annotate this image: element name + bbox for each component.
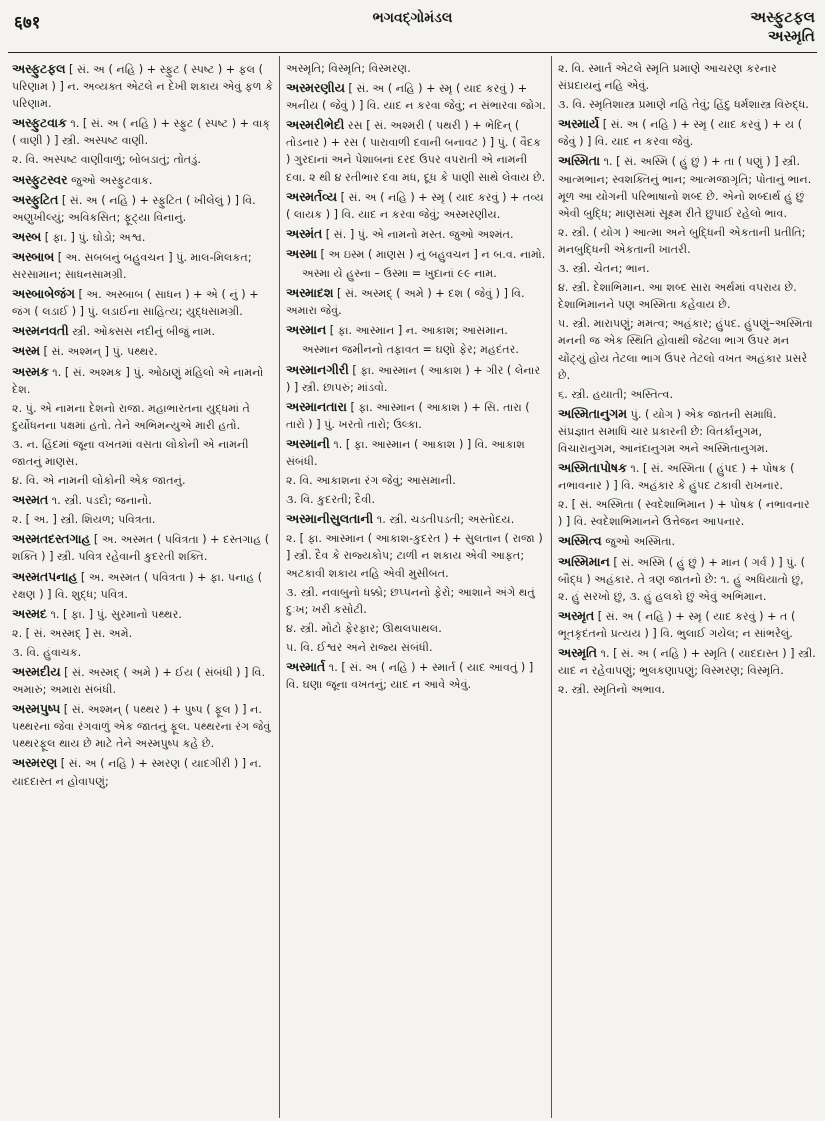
dictionary-entry [286, 116, 546, 185]
headword: અસ્બાબ [12, 248, 55, 264]
definition: ૧. [ સં. અશ્મક ] પું. ઓઠાણું મંહિલો એ નામનો દેશ. [12, 365, 264, 396]
dictionary-entry [286, 284, 546, 319]
sense-definition: અસ્મૃતિ; વિસ્મૃતિ; વિસ્મરણ. [286, 62, 411, 75]
sense-definition: ૩. વિ. સ્મૃતિશાસ્ત્ર પ્રમાણે નહિ તેવું; હિંદુ ધર્મશાસ્ત્ર વિરુદ્ધ. [558, 98, 809, 112]
dictionary-entry [12, 322, 274, 340]
dictionary-entry [286, 321, 546, 339]
sense-definition: ૫. વિ. ઈશ્વર અને રાજ્ય સંબંધી. [286, 640, 433, 654]
sense-definition: ૬. સ્ત્રી. હયાતી; અસ્તિત્વ. [558, 387, 673, 401]
headword: અસ્મર્તવ્ય [286, 188, 338, 204]
definition: [ અ. અસ્મત ( પવિત્રતા ) + ફા. પનાહ ( રક્ષણ ) ] વિ. શુદ્ધ; પવિત્ર. [12, 570, 263, 601]
dictionary-entry [12, 191, 274, 226]
definition: [ સં. અ ( નહિ ) + સ્ફુટિત ( ખીલેલું ) ] વિ. અણુખીલ્યું; અવિકસિત; ફૂટ્યા વિનાનું. [12, 193, 256, 224]
definition: [ સં. અશ્મન્ ( પથ્થર ) + પુષ્પ ( ફૂલ ) ] ન. પથ્થરના જેવા રંગવાળું એક જાતનું ફૂલ. પથ્થરના રંગ જેવું પથ્થરફૂલ થાય છે માટે તેને અસ્મપુષ્પ કહે છે. [12, 703, 271, 751]
guide-word-first: અસ્ફુટફલ [750, 8, 815, 26]
page-number: ६७१ [14, 13, 41, 33]
headword: અસ્મિતા [558, 153, 601, 169]
dictionary-entry [558, 532, 816, 550]
headword: અસ્મત [12, 492, 49, 508]
dictionary-entry [286, 245, 546, 263]
definition: [ સં. ] પું. એ નામનો મસ્ત. જુઓ અશ્મંત. [322, 227, 514, 241]
headword: અસ્બાબેજંગ [12, 286, 75, 302]
headword: અસ્મદીય [12, 664, 61, 679]
dictionary-entry [286, 225, 546, 243]
sense-definition: ૨. [ ફા. આસ્માન ( આકાશ-કુદરત ) + સુલતાન ( રાજા ) ] સ્ત્રી. દૈવ કે રાજ્યકોપ; ટાળી ન શકાય એવી આફત; અટકાવી શકાય નહિ એવી મુસીબત. [286, 532, 543, 580]
dictionary-entry [286, 361, 546, 396]
headword: અસ્મૃતિ [558, 645, 597, 660]
dictionary-entry [558, 644, 816, 679]
headword: અસ્ફુટસ્વર [12, 171, 68, 187]
headword: અસ્મરણ [12, 755, 58, 771]
definition: જુઓ અસ્મિતા. [601, 535, 676, 549]
headword: અસ્મદ [12, 605, 47, 621]
dictionary-entry [12, 754, 274, 789]
dictionary-entry [12, 342, 274, 360]
dictionary-entry [286, 79, 546, 114]
headword: અસ્બ [12, 228, 42, 244]
definition: ૧. [ સં. અ ( નહિ ) + સ્માર્ત ( યાદ આવતું ) ] વિ. ઘણા જૂના વખતનું; યાદ ન આવે એવું. [286, 661, 534, 692]
headword: અસ્મક [12, 363, 49, 379]
dictionary-entry [12, 285, 274, 320]
dictionary-entry [12, 228, 274, 246]
definition: ૧. [ ફા. આસ્માન ( આકાશ ) ] વિ. આકાશ સંબંધી. [286, 437, 525, 468]
dictionary-entry [12, 248, 274, 283]
definition: [ અ. અસ્બાબ ( સાધન ) + એ ( નું ) + જંગ ( લડાઈ ) ] પું. લડાઈના સાહિત્ય; યુદ્ધસામગ્રી. [12, 288, 259, 319]
dictionary-entry [558, 459, 816, 494]
sense-definition: ૨. વિ. સ્માર્ત એટલે સ્મૃતિ પ્રમાણે આચરણ કરનાર સંપ્રદાયનું નહિ એવું. [558, 62, 777, 93]
headword: અસ્માર્ય [558, 116, 600, 132]
definition: ૧. [ ફા. ] પું. સુરમાનો પથ્થર. [46, 607, 182, 621]
headword: અસ્મંત [286, 225, 323, 241]
guide-words [750, 8, 815, 46]
dictionary-entry [558, 152, 816, 221]
definition: [ સં. અસ્મદ્ ( અમે ) + દશ ( જેવું ) ] વિ. અમારા જેવું. [286, 287, 525, 318]
headword: અસ્માન [286, 322, 327, 338]
headword: અસ્મરીભેદી [286, 117, 345, 133]
dictionary-entry [12, 363, 274, 398]
dictionary-entry [12, 114, 274, 149]
headword: અસ્મા [286, 245, 317, 261]
dictionary-entry [286, 188, 546, 223]
definition: [ સં. અ ( નહિ ) + સ્મૃ ( યાદ કરવું ) + ય ( જેવું ) ] વિ. યાદ ન કરવા જેવું. [558, 118, 803, 149]
sense-definition: ૩. સ્ત્રી. નવાબુનો ધક્કો; છપ્પનનો ફેરો; આશાને અંગે થતું દુઃખ; ખરી કસોટી. [286, 585, 535, 616]
sense-definition: ૩. ન. હિંદમાં જૂના વખતમાં વસતા લોકોની એ નામની જાતનું માણસ. [12, 437, 249, 468]
definition: [ ફા. આસ્માન ] ન. આકાશ; આસમાન. [326, 324, 508, 338]
definition: ૧. સ્ત્રી. પડદો; જનાનો. [48, 494, 152, 508]
definition: [ ફા. આસ્માન ( આકાશ ) + ગીર ( લેનાર ) ] સ્ત્રી. છાપરું; માંડવો. [286, 363, 541, 394]
dictionary-entry [286, 510, 546, 528]
headword: અસ્મતપનાહ [12, 568, 78, 584]
headword: અસ્મિમાન [558, 553, 610, 569]
dictionary-entry [12, 491, 274, 509]
dictionary-entry [12, 60, 274, 112]
dictionary-entry [286, 398, 546, 433]
definition: [ સં. અ ( નહિ ) + સ્મૃ ( યાદ કરવું ) + તવ્ય ( લાયક ) ] વિ. યાદ ન કરવા જેવું; અસ્મરણીય. [286, 190, 544, 221]
headword: અસ્મૃત [558, 607, 595, 623]
headword: અસ્ફુટફલ [12, 61, 66, 76]
sense-definition: ૪. વિ. એ નામની લોકોની એક જાતનું. [12, 474, 186, 488]
page-title: ભગવદ્ગોમંડલ [372, 10, 453, 26]
headword: અસ્માર્ત [286, 659, 326, 674]
dictionary-entry [12, 530, 274, 565]
sense-definition: ૩. સ્ત્રી. ચેતન; ભાન. [558, 262, 650, 276]
definition: [ સં. અસ્મિ ( હું છું ) + માન ( ગર્વ ) ] પું. ( બૌદ્ધ ) અહંકાર. તે ત્રણ જાતનો છે: ૧. હું અધિયાતો છું, ૨. હું સરખો છું, ૩. હું હલકો છું એવું અભિમાન. [558, 555, 805, 603]
sense-definition: ૨. વિ. આકાશના રંગ જેવું; આસમાની. [286, 474, 456, 488]
definition: [ અ. સબબનું બહુવચન ] પું. માલ-મિલકત; સરસામાન; સાધનસામગ્રી. [12, 250, 252, 282]
sense-definition: ૨. સ્ત્રી. ( યોગ ) આત્મા અને બુદ્ધિની એકતાની પ્રતીતિ; મનબુદ્ધિની એકતાની ખાતરી. [558, 225, 806, 256]
dictionary-entry [286, 435, 546, 470]
sense-definition: ૨. પું. એ નામના દેશનો રાજા. મહાભારતના યુદ્ધમાં તે દુર્યોધનના પક્ષમાં હતો. તેને અભિમન્યુએ મારી હતો. [12, 401, 250, 432]
column-divider [551, 56, 552, 1118]
sense-definition: ૨. [ સં. અસ્મદ્ ] સ. અમે. [12, 626, 133, 640]
header-divider [8, 52, 817, 53]
dictionary-entry [12, 568, 274, 603]
dictionary-entry [558, 405, 816, 457]
definition: [ ફા. આસ્માન ( આકાશ ) + સિ. તારા ( તારો ) ] પું. ખરતો તારો; ઉલ્કા. [286, 400, 530, 431]
sense-definition: ૩. વિ. કુદરતી; દૈવી. [286, 493, 376, 507]
column-middle [286, 60, 546, 1118]
dictionary-entry [12, 171, 274, 189]
definition: પું. ( યોગ ) એક જાતની સમાધિ. સંપ્રજ્ઞાત સમાધિ ચાર પ્રકારની છે: વિતર્કાનુગમ, વિચારાનુગમ, આનંદાનુગમ અને અસ્મિતાનુગમ. [558, 407, 777, 455]
sense-definition: ૪. સ્ત્રી. દેશાભિમાન. આ શબ્દ સારા અર્થમાં વપરાય છે. દેશાભિમાનને પણ અસ્મિતા કહેવાય છે. [558, 281, 797, 312]
page-header [0, 0, 825, 60]
column-divider [279, 56, 280, 1118]
sense-definition: ૨. સ્ત્રી. સ્મૃતિનો અભાવ. [558, 683, 666, 697]
headword: અસ્માદશ [286, 285, 334, 301]
usage-example: અસ્મા યે હુસ્ના – ઉસ્મા = ખુદાનાં ૯૯ નામ. [302, 267, 497, 281]
column-left [12, 60, 274, 1118]
dictionary-entry [12, 605, 274, 623]
headword: અસ્મતદસ્તગાહ [12, 531, 91, 547]
definition: જુઓ અસ્ફુટવાક. [67, 173, 153, 187]
headword: અસ્મનવતી [12, 323, 69, 339]
sense-definition: ૨. વિ. અસ્પષ્ટ વાણીવાળું; બોબડાતું; તોતડું. [12, 153, 201, 167]
definition: [ ફા. ] પું. ઘોડો; અશ્વ. [41, 230, 146, 244]
definition: [ સં. અ ( નહિ ) + સ્મૃ ( યાદ કરવું ) + ત ( ભૂતકૃદંતનો પ્રત્યય ) ] વિ. ભુલાઈ ગયેલ; ન સાંભરેલું. [558, 609, 796, 640]
definition: ૧. [ સં. અસ્મિ ( હું છું ) + તા ( પણું ) ] સ્ત્રી. આત્મભાન; સ્વશક્તિનું ભાન; આત્મજાગૃતિ; પોતાનું ભાન. મૂળ આ યોગની પરિભાષાનો શબ્દ છે. એનો શબ્દાર્થ હું છું એવી બુદ્ધિ; માણસમાં સૂક્ષ્મ રીતે છુપાઈ રહેલો ભાવ. [558, 155, 812, 220]
dictionary-entry [558, 115, 816, 150]
headword: અસ્મિતાનુગમ [558, 405, 628, 421]
dictionary-entry [12, 663, 274, 698]
headword: અસ્માની [286, 435, 330, 451]
definition: સ્ત્રી. ઓક્સસ નદીનું બીજું નામ. [68, 325, 216, 339]
dictionary-entry [558, 607, 816, 642]
definition: [ અ ઇસ્મ ( માણસ ) નું બહુવચન ] ન બ.વ. નામો. [317, 247, 546, 261]
headword: અસ્મ [12, 343, 40, 359]
headword: અસ્ફુટવાક [12, 115, 67, 131]
definition: [ સં. અ ( નહિ ) + સ્મરણ ( યાદગીરી ) ] ન. યાદદાસ્ત ન હોવાપણું; [12, 757, 262, 788]
headword: અસ્મિતાપોષક [558, 460, 627, 476]
definition: [ સં. અ ( નહિ ) + સ્મૃ ( યાદ કરવું ) + અનીય ( જેવું ) ] વિ. યાદ ન કરવા જેવું; ન સંભારવા જોગ. [286, 82, 546, 113]
dictionary-entry [12, 700, 274, 752]
dictionary-entry [558, 553, 816, 605]
definition: ૧. [ સં. અ ( નહિ ) + સ્મૃતિ ( યાદદાસ્ત ) ] સ્ત્રી. યાદ ન રહેવાપણું; ભુલકણાપણું; વિસ્મરણ; વિસ્મૃતિ. [558, 647, 816, 678]
definition: [ સં. અસ્મદ્ ( અમે ) + ઈય ( સંબંધી ) ] વિ. અમારું; અમારા સંબંધી. [12, 666, 265, 697]
definition: [ સં. અ ( નહિ ) + સ્ફુટ ( સ્પષ્ટ ) + ફલ ( પરિણામ ) ] ન. અવ્યક્ત એટલે ન દેખી શકાય એવું ફળ કે પરિણામ. [12, 63, 274, 111]
usage-example: અસ્માન જમીનનો તફાવત = ઘણો ફેર; મહદંતર. [302, 343, 519, 357]
definition: [ અ. અસ્મત ( પવિત્રતા ) + દસ્તગાહ ( શક્તિ ) ] સ્ત્રી. પવિત્ર રહેવાની કુદરતી શક્તિ. [12, 533, 270, 564]
sense-definition: ૨. [ અ. ] સ્ત્રી. શિયળ; પવિત્રતા. [12, 513, 156, 527]
headword: અસ્મપુષ્પ [12, 701, 61, 717]
definition: ૧. [ સં. અસ્મિતા ( હુંપદ ) + પોષક ( નભાવનાર ) ] વિ. અહંકાર કે હુંપદ ટકાવી રાખનાર. [558, 462, 795, 493]
definition: ૧. [ સં. અ ( નહિ ) + સ્ફુટ ( સ્પષ્ટ ) + વાક્ ( વાણી ) ] સ્ત્રી. અસ્પષ્ટ વાણી. [12, 117, 271, 148]
definition: [ સં. અશ્મન્ ] પું. પથ્થર. [39, 345, 158, 359]
headword: અસ્મરણીય [286, 80, 345, 96]
column-right [558, 60, 816, 1118]
headword: અસ્ફુટિત [12, 191, 59, 207]
headword: અસ્માનીસુલતાની [286, 511, 374, 527]
sense-definition: ૩. વિ. હુંવાચક. [12, 645, 82, 659]
sense-definition: ૨. [ સં. અસ્મિતા ( સ્વદેશાભિમાન ) + પોષક ( નભાવનાર ) ] વિ. સ્વદેશાભિમાનને ઉત્તેજન આપનાર. [558, 498, 810, 529]
definition: રસ [ સં. અશ્મરી ( પથરી ) + ભેદિન્ ( તોડનાર ) + રસ ( પારાવાળી દવાની બનાવટ ) ] પું. ( વૈદક ) ગુરદાનાં અને પેશાબનાં દરદ ઉપર વપરાતી એ નામની દવા. ૨ થી ૪ રતીભાર દવા મધ, દૂધ કે પાણી સાથે લેવાય છે. [286, 119, 546, 184]
headword: અસ્મિત્વ [558, 533, 602, 549]
dictionary-entry [286, 658, 546, 693]
headword: અસ્માનતારા [286, 398, 347, 414]
headword: અસ્માનગીરી [286, 361, 349, 377]
sense-definition: ૪. સ્ત્રી. મોટો ફેરફાર; ઊથલપાથલ. [286, 621, 442, 635]
guide-word-last: અસ્મૃતિ [767, 27, 815, 45]
sense-definition: ૫. સ્ત્રી. મારાપણું; મમત્વ; અહંકાર; હુંપદ. હુંપણું–અસ્મિતા મનની જ એક સ્થિતિ હોવાથી જેટલા ભાગ ઉપર મન ચોંટ્યું હોય તેટલા ભાગ ઉપર તેટલો વખત અહંકાર પ્રસરે છે. [558, 317, 813, 382]
definition: ૧. સ્ત્રી. ચડતીપડતી; અસ્તોદય. [373, 513, 515, 527]
